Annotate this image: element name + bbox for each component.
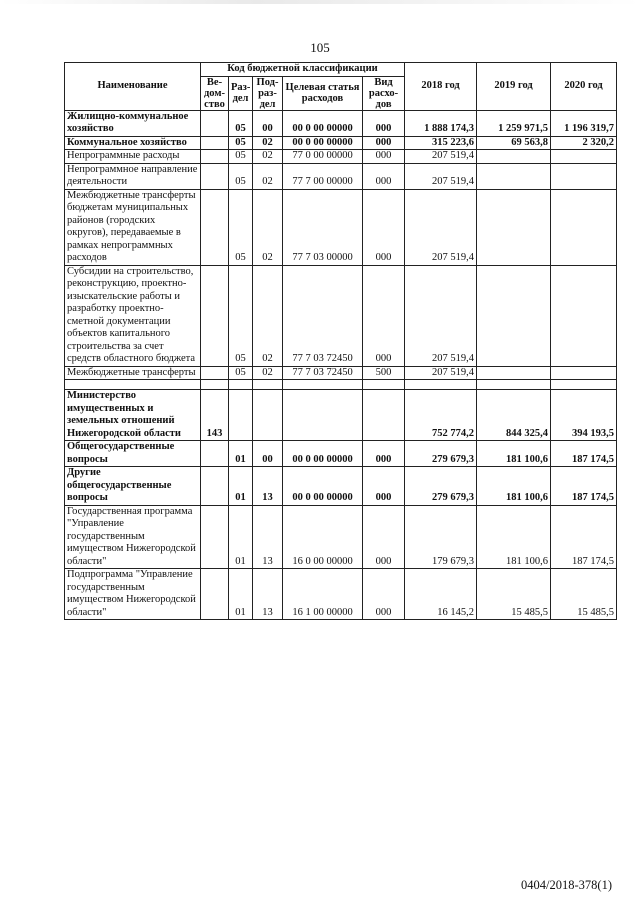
cell-vedomstvo (201, 110, 229, 136)
document-code: 0404/2018-378(1) (521, 878, 612, 892)
cell-2020: 187 174,5 (551, 505, 617, 569)
header-target-article: Целевая статья расходов (283, 76, 363, 110)
cell-expense-type: 000 (363, 136, 405, 150)
cell-2018: 315 223,6 (405, 136, 477, 150)
cell-vedomstvo (201, 467, 229, 506)
cell-razdel: 01 (229, 441, 253, 467)
cell-podrazdel: 02 (253, 189, 283, 265)
cell-target-article: 00 0 00 00000 (283, 110, 363, 136)
cell-target-article: 77 7 03 00000 (283, 189, 363, 265)
cell-2018 (405, 380, 477, 390)
cell-target-article: 77 7 00 00000 (283, 163, 363, 189)
cell-razdel: 01 (229, 505, 253, 569)
table-row (65, 366, 617, 380)
cell-razdel: 05 (229, 366, 253, 380)
header-razdel: Раз-дел (229, 76, 253, 110)
cell-razdel: 05 (229, 110, 253, 136)
cell-name: Другие общегосударственные вопросы (65, 467, 201, 506)
cell-2020 (551, 163, 617, 189)
cell-podrazdel: 02 (253, 163, 283, 189)
scan-edge (0, 0, 640, 4)
cell-expense-type: 000 (363, 505, 405, 569)
cell-name: Межбюджетные трансферты бюджетам муниципальных районов (городских округов), передаваемые в рамках непрограммных расходов (65, 189, 201, 265)
cell-expense-type: 000 (363, 441, 405, 467)
cell-podrazdel: 13 (253, 505, 283, 569)
cell-2020 (551, 150, 617, 164)
cell-2020 (551, 189, 617, 265)
cell-name: Государственная программа "Управление государственным имуществом Нижегородской области" (65, 505, 201, 569)
table-row (65, 163, 617, 189)
cell-razdel: 01 (229, 569, 253, 620)
table-row (65, 569, 617, 620)
cell-podrazdel (253, 390, 283, 441)
header-year-2020: 2020 год (551, 63, 617, 111)
cell-target-article: 16 0 00 00000 (283, 505, 363, 569)
cell-2019 (477, 380, 551, 390)
cell-name: Непрограммное направление деятельности (65, 163, 201, 189)
cell-vedomstvo (201, 569, 229, 620)
cell-name: Субсидии на строительство, реконструкцию, проектно-изыскательские работы и разработку проектно-сметной документации объектов капитального строительства за счет средств областного бюджета (65, 265, 201, 366)
cell-2020: 1 196 319,7 (551, 110, 617, 136)
cell-podrazdel: 00 (253, 441, 283, 467)
cell-podrazdel: 13 (253, 467, 283, 506)
cell-razdel: 01 (229, 467, 253, 506)
table-row (65, 136, 617, 150)
cell-2018: 752 774,2 (405, 390, 477, 441)
cell-vedomstvo (201, 189, 229, 265)
cell-target-article (283, 390, 363, 441)
cell-vedomstvo (201, 163, 229, 189)
cell-razdel: 05 (229, 189, 253, 265)
cell-target-article: 77 7 03 72450 (283, 366, 363, 380)
cell-razdel: 05 (229, 150, 253, 164)
cell-2018: 179 679,3 (405, 505, 477, 569)
cell-expense-type: 500 (363, 366, 405, 380)
cell-2018: 1 888 174,3 (405, 110, 477, 136)
cell-2019: 181 100,6 (477, 441, 551, 467)
cell-razdel: 05 (229, 265, 253, 366)
cell-razdel: 05 (229, 136, 253, 150)
cell-vedomstvo (201, 150, 229, 164)
cell-2020: 2 320,2 (551, 136, 617, 150)
cell-target-article: 77 7 03 72450 (283, 265, 363, 366)
cell-expense-type: 000 (363, 467, 405, 506)
cell-2019 (477, 150, 551, 164)
cell-podrazdel: 02 (253, 265, 283, 366)
cell-podrazdel: 13 (253, 569, 283, 620)
cell-target-article: 16 1 00 00000 (283, 569, 363, 620)
cell-2020 (551, 366, 617, 380)
cell-target-article: 00 0 00 00000 (283, 467, 363, 506)
cell-vedomstvo (201, 265, 229, 366)
cell-2019: 69 563,8 (477, 136, 551, 150)
cell-2019: 181 100,6 (477, 505, 551, 569)
cell-vedomstvo (201, 366, 229, 380)
cell-2020: 15 485,5 (551, 569, 617, 620)
header-year-2018: 2018 год (405, 63, 477, 111)
page-number: 105 (310, 40, 330, 55)
cell-name: Жилищно-коммунальное хозяйство (65, 110, 201, 136)
cell-2018: 279 679,3 (405, 467, 477, 506)
cell-expense-type: 000 (363, 150, 405, 164)
table-row (65, 505, 617, 569)
header-podrazdel: Под-раз-дел (253, 76, 283, 110)
cell-name: Подпрограмма "Управление государственным имуществом Нижегородской области" (65, 569, 201, 620)
cell-name: Министерство имущественных и земельных отношений Нижегородской области (65, 390, 201, 441)
cell-podrazdel: 00 (253, 110, 283, 136)
cell-name (65, 380, 201, 390)
budget-table (64, 62, 617, 620)
table-row (65, 390, 617, 441)
cell-2019: 181 100,6 (477, 467, 551, 506)
cell-2020: 187 174,5 (551, 467, 617, 506)
cell-vedomstvo (201, 441, 229, 467)
cell-target-article: 00 0 00 00000 (283, 136, 363, 150)
cell-expense-type: 000 (363, 569, 405, 620)
cell-vedomstvo (201, 136, 229, 150)
cell-name: Непрограммные расходы (65, 150, 201, 164)
header-name: Наименование (65, 63, 201, 111)
cell-2018: 16 145,2 (405, 569, 477, 620)
table-body (65, 110, 617, 620)
table-row (65, 467, 617, 506)
cell-target-article: 00 0 00 00000 (283, 441, 363, 467)
cell-2018: 279 679,3 (405, 441, 477, 467)
cell-razdel (229, 380, 253, 390)
cell-2020 (551, 380, 617, 390)
cell-2018: 207 519,4 (405, 150, 477, 164)
table-row (65, 265, 617, 366)
cell-expense-type: 000 (363, 163, 405, 189)
cell-2019: 15 485,5 (477, 569, 551, 620)
cell-vedomstvo (201, 380, 229, 390)
cell-2018: 207 519,4 (405, 265, 477, 366)
cell-2019: 844 325,4 (477, 390, 551, 441)
cell-2019 (477, 366, 551, 380)
cell-2019 (477, 163, 551, 189)
cell-expense-type (363, 380, 405, 390)
cell-2018: 207 519,4 (405, 189, 477, 265)
cell-expense-type: 000 (363, 110, 405, 136)
cell-podrazdel (253, 380, 283, 390)
table-row (65, 110, 617, 136)
cell-name: Общегосударственные вопросы (65, 441, 201, 467)
cell-2018: 207 519,4 (405, 366, 477, 380)
cell-name: Межбюджетные трансферты (65, 366, 201, 380)
cell-2019 (477, 265, 551, 366)
cell-vedomstvo (201, 505, 229, 569)
cell-expense-type: 000 (363, 265, 405, 366)
cell-name: Коммунальное хозяйство (65, 136, 201, 150)
cell-podrazdel: 02 (253, 150, 283, 164)
table-row (65, 150, 617, 164)
header-expense-type: Вид расхо-дов (363, 76, 405, 110)
cell-2019 (477, 189, 551, 265)
cell-2020 (551, 265, 617, 366)
header-classification-code: Код бюджетной классификации (201, 63, 405, 77)
table-row (65, 189, 617, 265)
cell-razdel: 05 (229, 163, 253, 189)
cell-expense-type: 000 (363, 189, 405, 265)
cell-target-article (283, 380, 363, 390)
cell-2018: 207 519,4 (405, 163, 477, 189)
table-row (65, 380, 617, 390)
cell-podrazdel: 02 (253, 136, 283, 150)
cell-2020: 394 193,5 (551, 390, 617, 441)
header-year-2019: 2019 год (477, 63, 551, 111)
cell-target-article: 77 0 00 00000 (283, 150, 363, 164)
cell-vedomstvo: 143 (201, 390, 229, 441)
header-vedomstvo: Ве-дом-ство (201, 76, 229, 110)
cell-expense-type (363, 390, 405, 441)
table-row (65, 441, 617, 467)
cell-razdel (229, 390, 253, 441)
cell-podrazdel: 02 (253, 366, 283, 380)
cell-2020: 187 174,5 (551, 441, 617, 467)
cell-2019: 1 259 971,5 (477, 110, 551, 136)
